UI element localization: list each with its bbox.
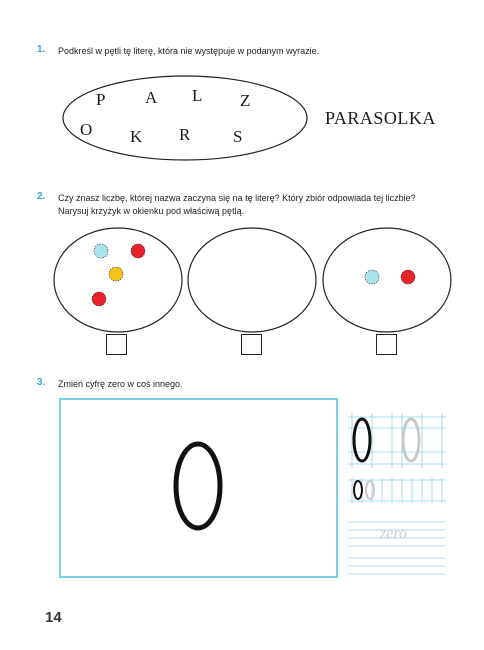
answer-box-1[interactable]	[106, 334, 127, 355]
task2-instruction-line2: Narysuj krzyżyk w okienku pod właściwą pętlą.	[58, 206, 245, 216]
trace-zero-dark	[354, 419, 370, 461]
task3-instruction: Zmień cyfrę zero w coś innego.	[58, 379, 183, 389]
answer-box-3[interactable]	[376, 334, 397, 355]
letter[interactable]: O	[80, 120, 93, 139]
practice-word: zero	[380, 525, 407, 542]
small-zero-dark	[354, 481, 362, 499]
letters-loop[interactable]	[63, 76, 307, 160]
task2-instruction-line1: Czy znasz liczbę, której nazwa zaczyna się na tę literę? Który zbiór odpowiada tej liczbie?	[58, 193, 416, 203]
letter[interactable]: Z	[240, 91, 251, 110]
page-number: 14	[45, 609, 62, 626]
letter[interactable]: K	[130, 127, 143, 146]
letter[interactable]: L	[192, 86, 203, 105]
dot-light-blue	[365, 270, 379, 284]
dot-light-blue	[94, 244, 108, 258]
trace-zero-light	[403, 419, 419, 461]
task3-number: 3.	[37, 377, 46, 388]
dot-red	[131, 244, 145, 258]
letter[interactable]: R	[179, 125, 191, 144]
task2-number: 2.	[37, 191, 46, 202]
set-loop-3[interactable]	[323, 228, 451, 332]
dot-red	[92, 292, 106, 306]
set-loop-2[interactable]	[188, 228, 316, 332]
answer-box-2[interactable]	[241, 334, 262, 355]
big-zero-outer	[176, 444, 220, 528]
small-zero-light	[366, 481, 374, 499]
letter[interactable]: P	[96, 90, 106, 109]
target-word: PARASOLKA	[325, 108, 436, 128]
big-zero-inner	[180, 448, 216, 524]
dot-yellow	[109, 267, 123, 281]
letter[interactable]: S	[233, 127, 243, 146]
dot-red	[401, 270, 415, 284]
task1-instruction: Podkreśl w pętli tę literę, która nie występuje w podanym wyrazie.	[58, 46, 320, 56]
drawing-frame[interactable]	[60, 399, 337, 577]
letter[interactable]: A	[145, 88, 158, 107]
task1-number: 1.	[37, 44, 46, 55]
